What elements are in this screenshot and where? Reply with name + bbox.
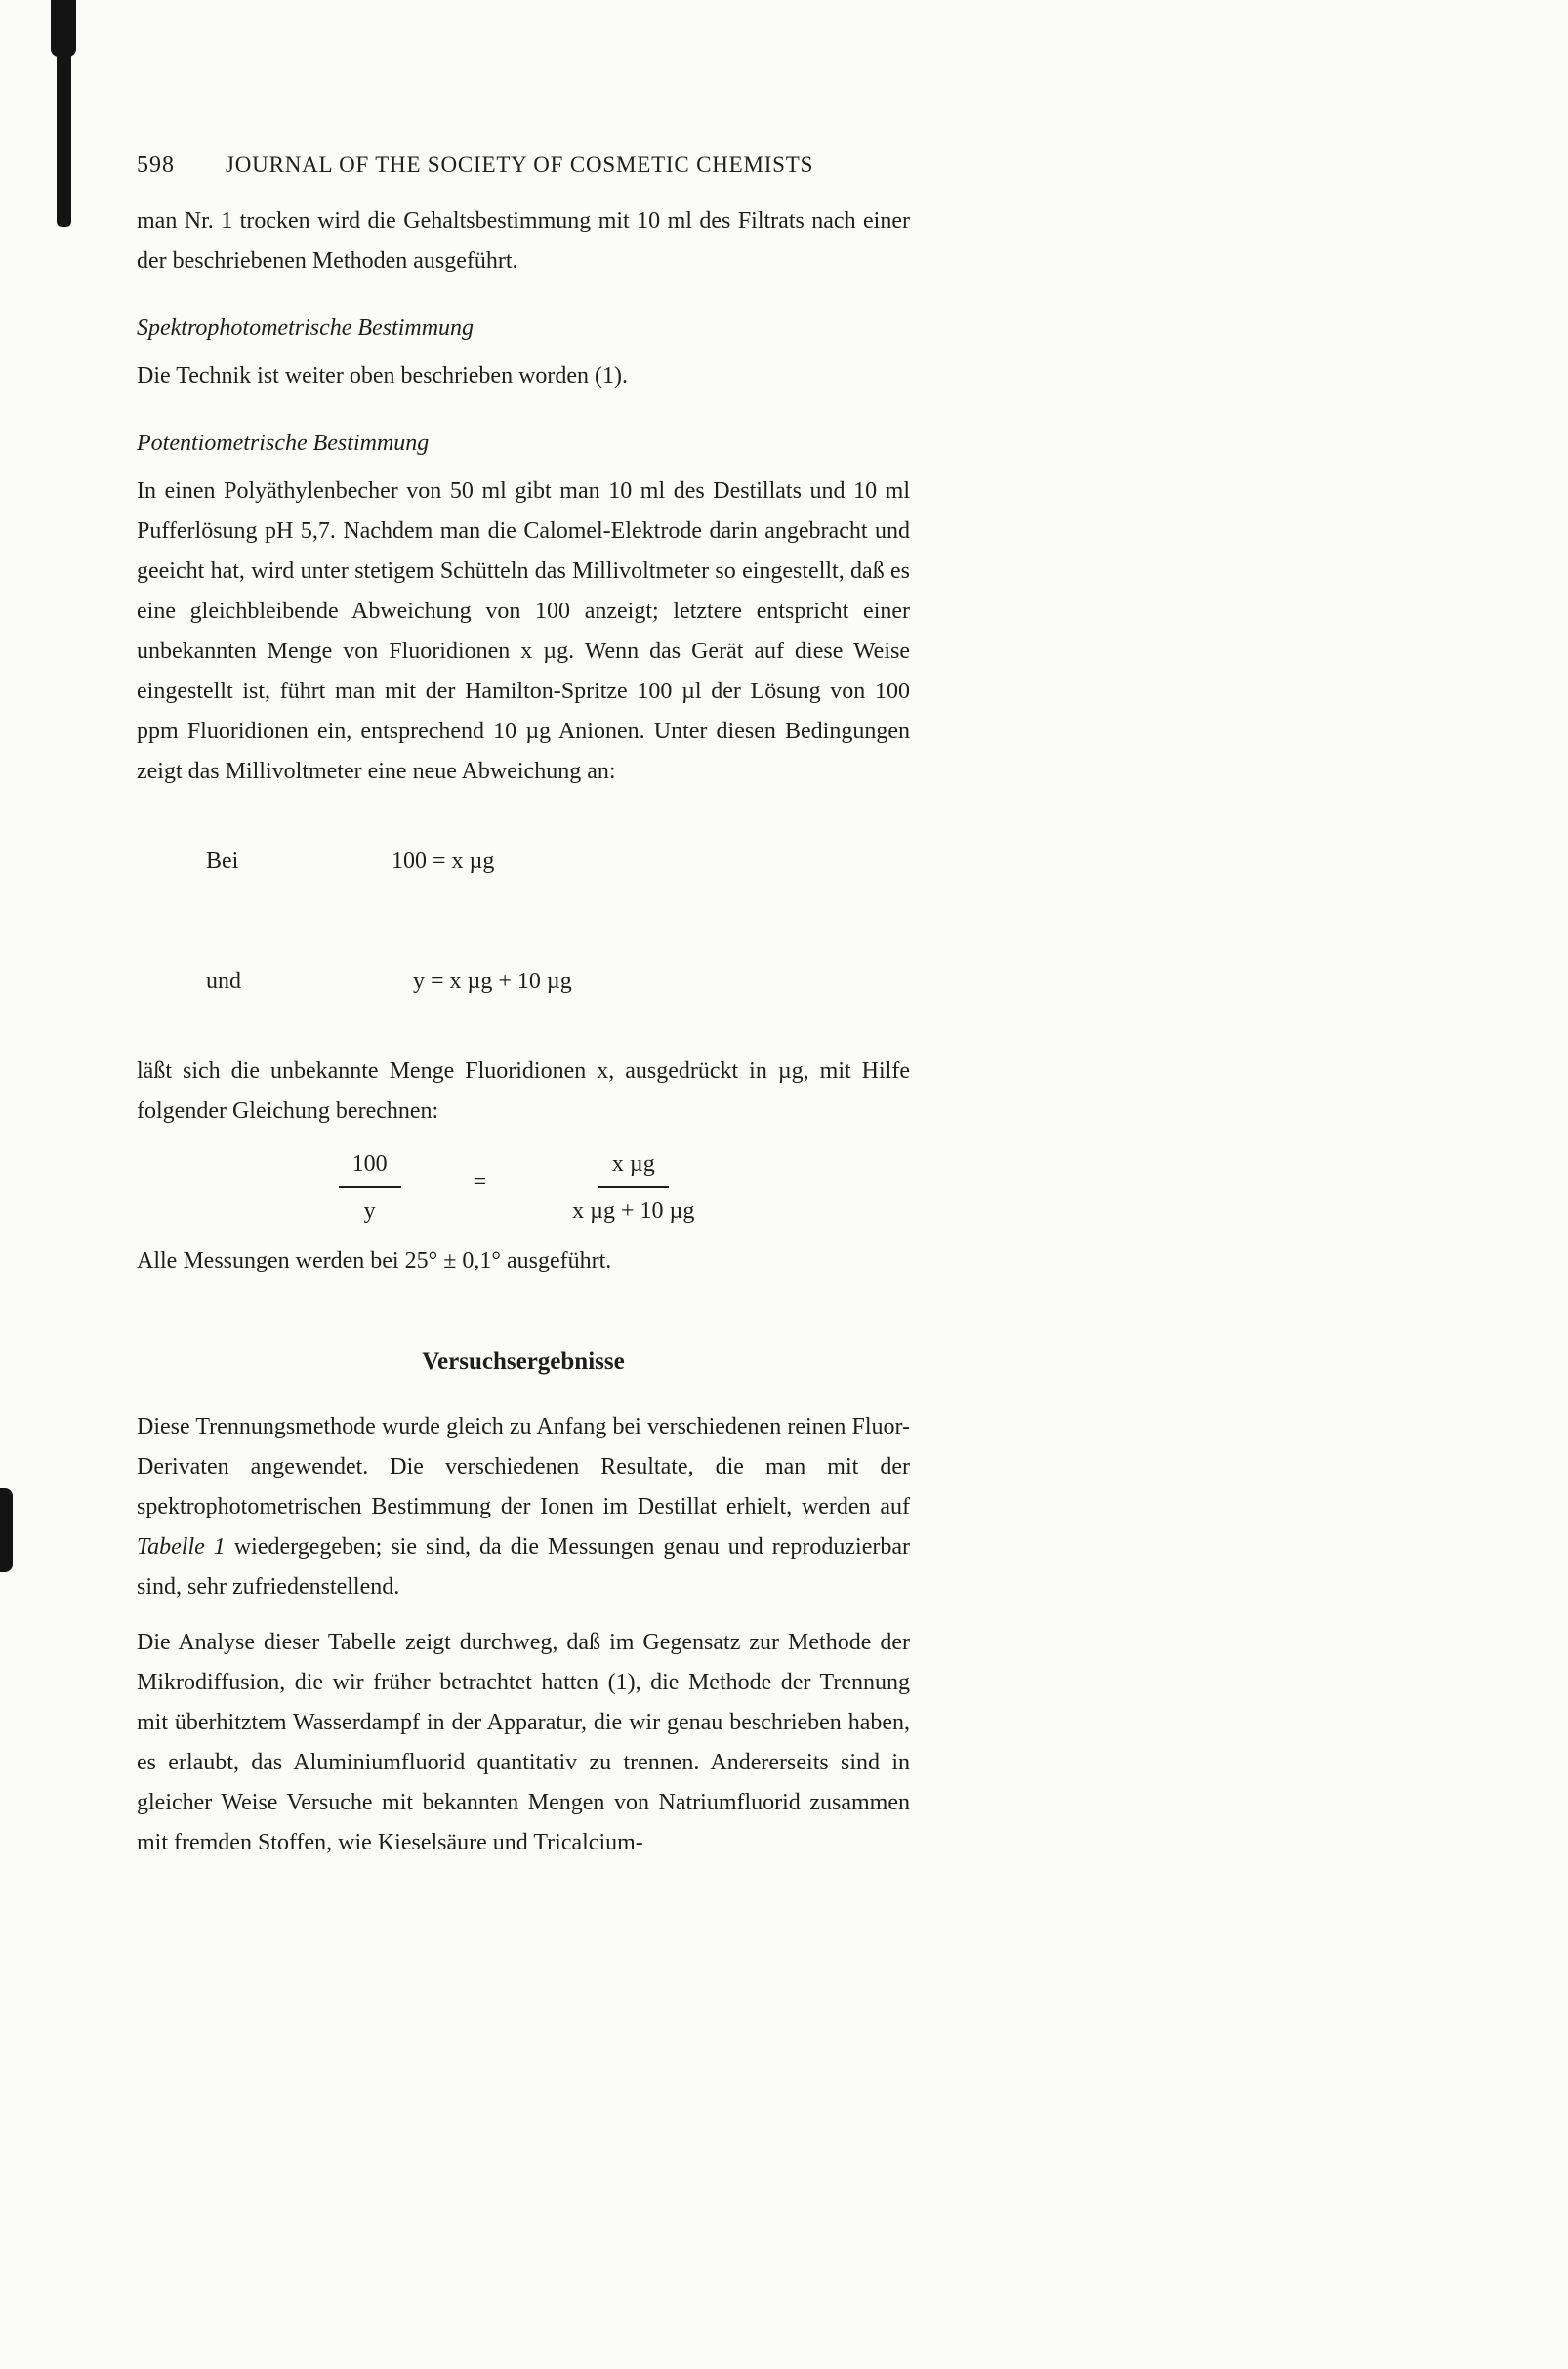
fraction-left-numerator: 100 [339,1147,401,1188]
condition-label: Bei [206,849,239,874]
equation-conditions [137,802,910,1042]
tabelle-1-reference: Tabelle 1 [137,1534,226,1559]
paragraph-continued: man Nr. 1 trocken wird die Gehaltsbestimmung mit 10 ml des Filtrats nach einer der beschriebenen Methoden ausgeführt. [137,208,910,273]
paragraph-results-1-before: Diese Trennungsmethode wurde gleich zu Anfang bei verschiedenen reinen Fluor-Derivaten angewendet. Die verschiedenen Resultate, die man mit der spektrophotometrischen Bestimmung der Ionen im Destillat erhielt, werden auf [137,1414,910,1519]
fraction-right-numerator: x µg [598,1147,669,1188]
scan-artifact-left-edge-blob [0,1488,13,1572]
journal-title: JOURNAL OF THE SOCIETY OF COSMETIC CHEMISTS [226,152,814,177]
condition-row-und [137,922,910,1042]
condition-expression: y = x µg + 10 µg [413,969,572,994]
equals-sign: = [473,1168,487,1194]
paragraph-spektro: Die Technik ist weiter oben beschrieben worden (1). [137,363,629,389]
fraction-left [339,1147,401,1227]
paragraph-laesst-sich: läßt sich die unbekannte Menge Fluoridionen x, ausgedrückt in µg, mit Hilfe folgender Gleichung berechnen: [137,1059,910,1124]
results-heading: Versuchsergebnisse [422,1349,625,1375]
scan-artifact-top-left-blob [51,0,76,57]
paragraph-alle-messungen: Alle Messungen werden bei 25° ± 0,1° ausgeführt. [137,1248,612,1273]
fraction-right-denominator: x µg + 10 µg [572,1198,695,1224]
fraction-right [558,1147,708,1227]
fraction-equation [339,1147,709,1227]
condition-label: und [206,969,241,994]
paragraph-results-1 [137,1407,910,1607]
section-heading-potentiometrische: Potentiometrische Bestimmung [137,431,430,456]
journal-page [137,145,910,1863]
running-header [137,145,910,186]
page-number: 598 [137,152,175,178]
paragraph-results-2: Die Analyse dieser Tabelle zeigt durchweg, daß im Gegensatz zur Methode der Mikrodiffusion, die wir früher betrachtet hatten (1), die Methode der Trennung mit überhitztem Wasserdampf in der Apparatur, die wir genau beschrieben haben, es erlaubt, das Aluminiumfluorid quantitativ zu trennen. Andererseits sind in gleicher Weise Versuche mit bekannten Mengen von Natriumfluorid zusammen mit fremden Stoffen, wie Kieselsäure und Tricalcium- [137,1630,910,1855]
condition-expression: 100 = x µg [392,849,495,874]
paragraph-results-1-after: wiedergegeben; sie sind, da die Messungen genau und reproduzierbar sind, sehr zufriedenstellend. [137,1534,910,1600]
fraction-left-denominator: y [363,1198,376,1224]
paragraph-potentio: In einen Polyäthylenbecher von 50 ml gibt man 10 ml des Destillats und 10 ml Pufferlösung pH 5,7. Nachdem man die Calomel-Elektrode darin angebracht und geeicht hat, wird unter stetigem Schütteln das Millivoltmeter so eingestellt, daß es eine gleichbleibende Abweichung von 100 anzeigt; letztere entspricht einer unbekannten Menge von Fluoridionen x µg. Wenn das Gerät auf diese Weise eingestellt ist, führt man mit der Hamilton-Spritze 100 µl der Lösung von 100 ppm Fluoridionen ein, entsprechend 10 µg Anionen. Unter diesen Bedingungen zeigt das Millivoltmeter eine neue Abweichung an: [137,478,910,784]
condition-row-bei [137,802,910,922]
section-heading-spektrophotometrische: Spektrophotometrische Bestimmung [137,315,475,341]
